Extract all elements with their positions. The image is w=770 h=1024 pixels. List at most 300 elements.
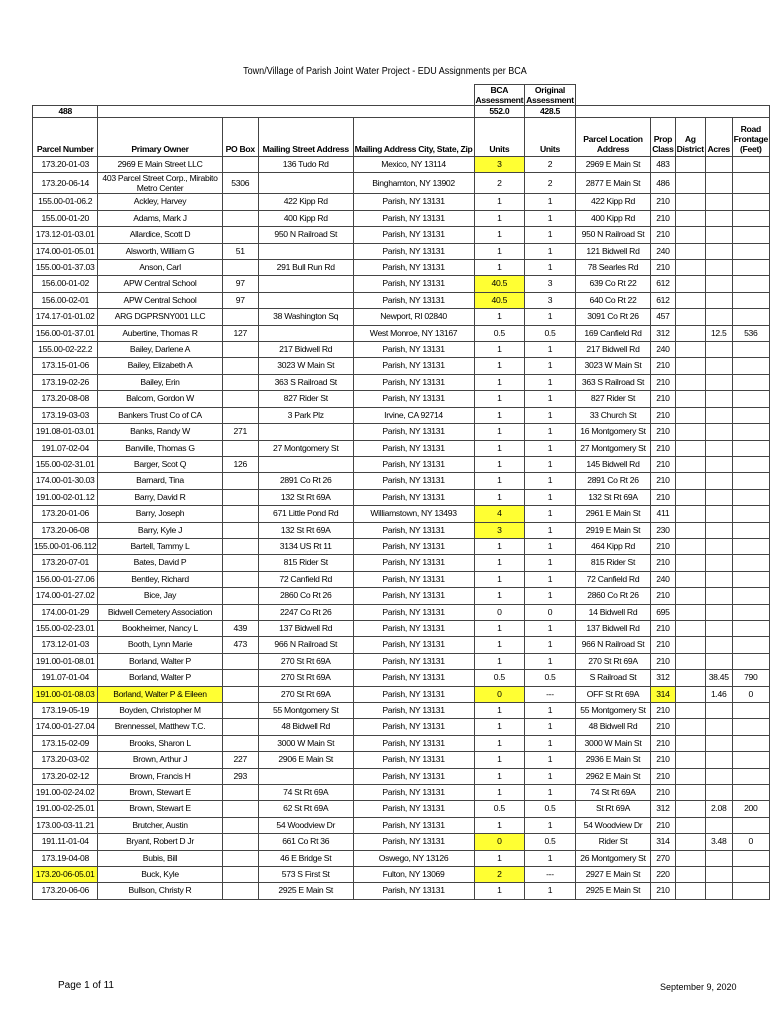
road-frontage-cell [732,571,769,587]
primary-owner-cell: Allardice, Scott D [98,227,222,243]
road-frontage-cell [732,473,769,489]
prop-class-cell: 210 [651,637,675,653]
units-original-cell: 1 [525,456,576,472]
footer-date: September 9, 2020 [660,982,737,992]
location-address-cell: 121 Bidwell Rd [575,243,650,259]
mailing-city-cell: Parish, NY 13131 [353,653,474,669]
mailing-city-cell: Newport, RI 02840 [353,309,474,325]
mailing-city-cell: Parish, NY 13131 [353,883,474,899]
road-frontage-cell [732,588,769,604]
bca-total: 552.0 [474,106,525,118]
parcel-number-cell: 191.00-02-01.12 [33,489,98,505]
col-header-units-original: Units [525,118,576,157]
ag-district-cell [675,260,705,276]
location-address-cell: 217 Bidwell Rd [575,342,650,358]
primary-owner-cell: Bice, Jay [98,588,222,604]
col-header-frontage: Road Frontage (Feet) [732,118,769,157]
ag-district-cell [675,407,705,423]
road-frontage-cell [732,653,769,669]
units-bca-cell: 1 [474,473,525,489]
acres-cell [705,489,732,505]
parcel-number-cell: 155.00-01-06.112 [33,538,98,554]
units-original-cell: 1 [525,817,576,833]
primary-owner-cell: Booth, Lynn Marie [98,637,222,653]
col-header-parcel: Parcel Number [33,118,98,157]
acres-cell [705,817,732,833]
mailing-street-cell [258,173,353,194]
acres-cell [705,555,732,571]
po-box-cell [222,358,258,374]
road-frontage-cell [732,342,769,358]
parcel-number-cell: 173.20-01-03 [33,157,98,173]
mailing-street-cell: 2891 Co Rt 26 [258,473,353,489]
units-original-cell: 0.5 [525,801,576,817]
ag-district-cell [675,342,705,358]
units-original-cell: 1 [525,506,576,522]
acres-cell [705,358,732,374]
mailing-street-cell: 661 Co Rt 36 [258,834,353,850]
col-header-location: Parcel Location Address [575,118,650,157]
mailing-street-cell: 3023 W Main St [258,358,353,374]
po-box-cell [222,538,258,554]
po-box-cell: 473 [222,637,258,653]
units-bca-cell: 1 [474,703,525,719]
units-original-cell: 1 [525,752,576,768]
units-original-cell: 1 [525,243,576,259]
ag-district-cell [675,506,705,522]
primary-owner-cell: Borland, Walter P [98,653,222,669]
mailing-city-cell: Parish, NY 13131 [353,785,474,801]
mailing-city-cell: Parish, NY 13131 [353,817,474,833]
road-frontage-cell [732,883,769,899]
units-original-cell: 1 [525,571,576,587]
units-bca-cell: 1 [474,768,525,784]
assessment-header-row [33,85,770,106]
table-row [33,227,770,243]
mailing-city-cell: Parish, NY 13131 [353,440,474,456]
parcel-number-cell: 191.00-01-08.01 [33,653,98,669]
location-address-cell: St Rt 69A [575,801,650,817]
ag-district-cell [675,374,705,390]
prop-class-cell: 230 [651,522,675,538]
mailing-street-cell: 74 St Rt 69A [258,785,353,801]
units-original-cell: --- [525,867,576,883]
location-address-cell: S Railroad St [575,670,650,686]
prop-class-cell: 210 [651,260,675,276]
po-box-cell [222,703,258,719]
mailing-city-cell: Parish, NY 13131 [353,227,474,243]
mailing-city-cell: Parish, NY 13131 [353,686,474,702]
acres-cell [705,752,732,768]
parcel-number-cell: 191.00-02-24.02 [33,785,98,801]
acres-cell: 3.48 [705,834,732,850]
mailing-street-cell: 54 Woodview Dr [258,817,353,833]
prop-class-cell: 612 [651,276,675,292]
units-original-cell: 1 [525,620,576,636]
table-row [33,391,770,407]
table-row [33,752,770,768]
table-row [33,194,770,210]
road-frontage-cell [732,358,769,374]
mailing-city-cell: Parish, NY 13131 [353,752,474,768]
parcel-number-cell: 155.00-02-23.01 [33,620,98,636]
po-box-cell [222,506,258,522]
prop-class-cell: 210 [651,424,675,440]
acres-cell [705,588,732,604]
ag-district-cell [675,292,705,308]
road-frontage-cell [732,309,769,325]
prop-class-cell: 210 [651,194,675,210]
location-address-cell: 137 Bidwell Rd [575,620,650,636]
mailing-street-cell: 422 Kipp Rd [258,194,353,210]
primary-owner-cell: Barry, Kyle J [98,522,222,538]
parcel-number-cell: 155.00-02-31.01 [33,456,98,472]
parcel-number-cell: 173.12-01-03 [33,637,98,653]
parcel-number-cell: 174.00-01-30.03 [33,473,98,489]
mailing-city-cell: Oswego, NY 13126 [353,850,474,866]
mailing-street-cell [258,276,353,292]
location-address-cell: 2919 E Main St [575,522,650,538]
mailing-street-cell: 671 Little Pond Rd [258,506,353,522]
units-original-cell: 1 [525,653,576,669]
mailing-city-cell: Parish, NY 13131 [353,391,474,407]
units-bca-cell: 1 [474,424,525,440]
table-row [33,817,770,833]
acres-cell [705,194,732,210]
po-box-cell: 439 [222,620,258,636]
units-original-cell: 1 [525,342,576,358]
table-row [33,785,770,801]
mailing-street-cell: 573 S First St [258,867,353,883]
col-header-prop-class: Prop Class [651,118,675,157]
table-row [33,173,770,194]
primary-owner-cell: Brooks, Sharon L [98,735,222,751]
mailing-street-cell: 27 Montgomery St [258,440,353,456]
table-row [33,243,770,259]
units-bca-cell: 2 [474,867,525,883]
units-bca-cell: 0 [474,834,525,850]
ag-district-cell [675,424,705,440]
location-address-cell: 14 Bidwell Rd [575,604,650,620]
units-bca-cell: 4 [474,506,525,522]
acres-cell [705,719,732,735]
parcel-number-cell: 173.20-06-08 [33,522,98,538]
units-original-cell: --- [525,686,576,702]
location-address-cell: OFF St Rt 69A [575,686,650,702]
po-box-cell [222,588,258,604]
parcel-number-cell: 173.12-01-03.01 [33,227,98,243]
ag-district-cell [675,735,705,751]
prop-class-cell: 210 [651,489,675,505]
ag-district-cell [675,637,705,653]
primary-owner-cell: Bubis, Bill [98,850,222,866]
location-address-cell: 2877 E Main St [575,173,650,194]
acres-cell [705,227,732,243]
ag-district-cell [675,883,705,899]
acres-cell [705,867,732,883]
mailing-city-cell: Parish, NY 13131 [353,670,474,686]
road-frontage-cell [732,522,769,538]
mailing-street-cell [258,292,353,308]
prop-class-cell: 210 [651,735,675,751]
acres-cell [705,309,732,325]
table-row [33,210,770,226]
table-row [33,473,770,489]
primary-owner-cell: Brown, Stewart E [98,785,222,801]
road-frontage-cell [732,424,769,440]
units-bca-cell: 1 [474,309,525,325]
mailing-city-cell: Parish, NY 13131 [353,637,474,653]
units-bca-cell: 1 [474,260,525,276]
location-address-cell: 54 Woodview Dr [575,817,650,833]
acres-cell [705,391,732,407]
table-row [33,604,770,620]
po-box-cell: 126 [222,456,258,472]
location-address-cell: 950 N Railroad St [575,227,650,243]
location-address-cell: 3023 W Main St [575,358,650,374]
acres-cell [705,571,732,587]
mailing-street-cell: 2247 Co Rt 26 [258,604,353,620]
road-frontage-cell [732,194,769,210]
prop-class-cell: 210 [651,785,675,801]
parcel-number-cell: 173.20-03-02 [33,752,98,768]
mailing-street-cell: 3 Park Plz [258,407,353,423]
units-bca-cell: 0.5 [474,801,525,817]
primary-owner-cell: Ackley, Harvey [98,194,222,210]
units-original-cell: 1 [525,440,576,456]
po-box-cell: 5306 [222,173,258,194]
table-row [33,883,770,899]
location-address-cell: 145 Bidwell Rd [575,456,650,472]
acres-cell [705,850,732,866]
ag-district-cell [675,817,705,833]
parcel-number-cell: 191.11-01-04 [33,834,98,850]
mailing-city-cell: Parish, NY 13131 [353,260,474,276]
mailing-street-cell: 827 Rider St [258,391,353,407]
parcel-number-cell: 155.00-01-37.03 [33,260,98,276]
primary-owner-cell: Bryant, Robert D Jr [98,834,222,850]
location-address-cell: 2925 E Main St [575,883,650,899]
prop-class-cell: 210 [651,752,675,768]
ag-district-cell [675,391,705,407]
ag-district-cell [675,173,705,194]
po-box-cell [222,850,258,866]
mailing-city-cell: Parish, NY 13131 [353,522,474,538]
ag-district-cell [675,703,705,719]
road-frontage-cell [732,456,769,472]
mailing-city-cell: Parish, NY 13131 [353,473,474,489]
po-box-cell: 97 [222,292,258,308]
road-frontage-cell [732,719,769,735]
units-original-cell: 1 [525,768,576,784]
table-row [33,424,770,440]
road-frontage-cell [732,210,769,226]
po-box-cell [222,817,258,833]
prop-class-cell: 483 [651,157,675,173]
po-box-cell [222,785,258,801]
prop-class-cell: 210 [651,817,675,833]
po-box-cell [222,571,258,587]
parcel-number-cell: 173.20-07-01 [33,555,98,571]
ag-district-cell [675,719,705,735]
location-address-cell: 363 S Railroad St [575,374,650,390]
po-box-cell [222,834,258,850]
acres-cell [705,440,732,456]
units-original-cell: 1 [525,374,576,390]
mailing-city-cell: Parish, NY 13131 [353,768,474,784]
parcel-number-cell: 173.20-06-14 [33,173,98,194]
mailing-city-cell: Parish, NY 13131 [353,588,474,604]
table-row [33,538,770,554]
units-original-cell: 0.5 [525,834,576,850]
ag-district-cell [675,752,705,768]
primary-owner-cell: Barry, David R [98,489,222,505]
road-frontage-cell [732,817,769,833]
original-total: 428.5 [525,106,576,118]
parcel-number-cell: 155.00-02-22.2 [33,342,98,358]
ag-district-cell [675,194,705,210]
units-bca-cell: 1 [474,489,525,505]
road-frontage-cell [732,620,769,636]
mailing-city-cell: Parish, NY 13131 [353,358,474,374]
road-frontage-cell: 790 [732,670,769,686]
units-bca-cell: 1 [474,342,525,358]
prop-class-cell: 210 [651,620,675,636]
parcel-number-cell: 173.19-02-26 [33,374,98,390]
table-row [33,440,770,456]
units-original-cell: 3 [525,276,576,292]
table-row [33,374,770,390]
mailing-street-cell: 3134 US Rt 11 [258,538,353,554]
units-original-cell: 3 [525,292,576,308]
table-row [33,456,770,472]
location-address-cell: 48 Bidwell Rd [575,719,650,735]
parcel-number-cell: 156.00-01-27.06 [33,571,98,587]
po-box-cell: 271 [222,424,258,440]
road-frontage-cell [732,227,769,243]
road-frontage-cell [732,440,769,456]
units-original-cell: 0.5 [525,325,576,341]
location-address-cell: 55 Montgomery St [575,703,650,719]
mailing-city-cell: Parish, NY 13131 [353,292,474,308]
po-box-cell [222,391,258,407]
location-address-cell: Rider St [575,834,650,850]
acres-cell [705,538,732,554]
prop-class-cell: 210 [651,588,675,604]
prop-class-cell: 210 [651,703,675,719]
prop-class-cell: 270 [651,850,675,866]
col-header-units-bca: Units [474,118,525,157]
parcel-number-cell: 173.00-03-11.21 [33,817,98,833]
parcel-number-cell: 174.00-01-29 [33,604,98,620]
parcel-number-cell: 156.00-01-37.01 [33,325,98,341]
parcel-number-cell: 173.15-02-09 [33,735,98,751]
ag-district-cell [675,325,705,341]
parcel-number-cell: 173.20-08-08 [33,391,98,407]
road-frontage-cell [732,292,769,308]
col-header-po-box: PO Box [222,118,258,157]
column-header-row [33,118,770,157]
primary-owner-cell: Boyden, Christopher M [98,703,222,719]
parcel-number-cell: 155.00-01-20 [33,210,98,226]
units-bca-cell: 3 [474,522,525,538]
units-bca-cell: 1 [474,391,525,407]
primary-owner-cell: Brutcher, Austin [98,817,222,833]
units-bca-cell: 1 [474,588,525,604]
mailing-street-cell: 38 Washington Sq [258,309,353,325]
prop-class-cell: 210 [651,358,675,374]
location-address-cell: 2936 E Main St [575,752,650,768]
col-header-mail-street: Mailing Street Address [258,118,353,157]
mailing-street-cell [258,325,353,341]
location-address-cell: 400 Kipp Rd [575,210,650,226]
prop-class-cell: 210 [651,653,675,669]
mailing-city-cell: Parish, NY 13131 [353,374,474,390]
mailing-street-cell: 136 Tudo Rd [258,157,353,173]
primary-owner-cell: Bullson, Christy R [98,883,222,899]
road-frontage-cell [732,276,769,292]
primary-owner-cell: Barry, Joseph [98,506,222,522]
primary-owner-cell: APW Central School [98,292,222,308]
acres-cell [705,424,732,440]
primary-owner-cell: Bates, David P [98,555,222,571]
table-row [33,735,770,751]
units-bca-cell: 1 [474,243,525,259]
ag-district-cell [675,309,705,325]
mailing-city-cell: Parish, NY 13131 [353,801,474,817]
po-box-cell [222,227,258,243]
mailing-street-cell: 217 Bidwell Rd [258,342,353,358]
table-row [33,489,770,505]
primary-owner-cell: Bartell, Tammy L [98,538,222,554]
units-original-cell: 1 [525,194,576,210]
ag-district-cell [675,834,705,850]
table-row [33,571,770,587]
acres-cell [705,883,732,899]
road-frontage-cell [732,506,769,522]
location-address-cell: 3000 W Main St [575,735,650,751]
po-box-cell [222,260,258,276]
edu-table [32,84,770,900]
mailing-street-cell: 55 Montgomery St [258,703,353,719]
prop-class-cell: 312 [651,325,675,341]
primary-owner-cell: Brennessel, Matthew T.C. [98,719,222,735]
location-address-cell: 639 Co Rt 22 [575,276,650,292]
po-box-cell [222,604,258,620]
mailing-city-cell: Parish, NY 13131 [353,194,474,210]
mailing-city-cell: Parish, NY 13131 [353,276,474,292]
units-bca-cell: 1 [474,440,525,456]
road-frontage-cell [732,785,769,801]
road-frontage-cell [732,604,769,620]
parcel-number-cell: 191.08-01-03.01 [33,424,98,440]
table-row [33,867,770,883]
acres-cell [705,407,732,423]
po-box-cell: 293 [222,768,258,784]
location-address-cell: 132 St Rt 69A [575,489,650,505]
acres-cell: 1.46 [705,686,732,702]
units-bca-cell: 1 [474,817,525,833]
units-bca-cell: 2 [474,173,525,194]
road-frontage-cell [732,867,769,883]
parcel-number-cell: 173.19-05-19 [33,703,98,719]
table-row [33,620,770,636]
prop-class-cell: 210 [651,883,675,899]
primary-owner-cell: Borland, Walter P & Eileen [98,686,222,702]
parcel-number-cell: 173.20-01-06 [33,506,98,522]
acres-cell [705,637,732,653]
ag-district-cell [675,358,705,374]
